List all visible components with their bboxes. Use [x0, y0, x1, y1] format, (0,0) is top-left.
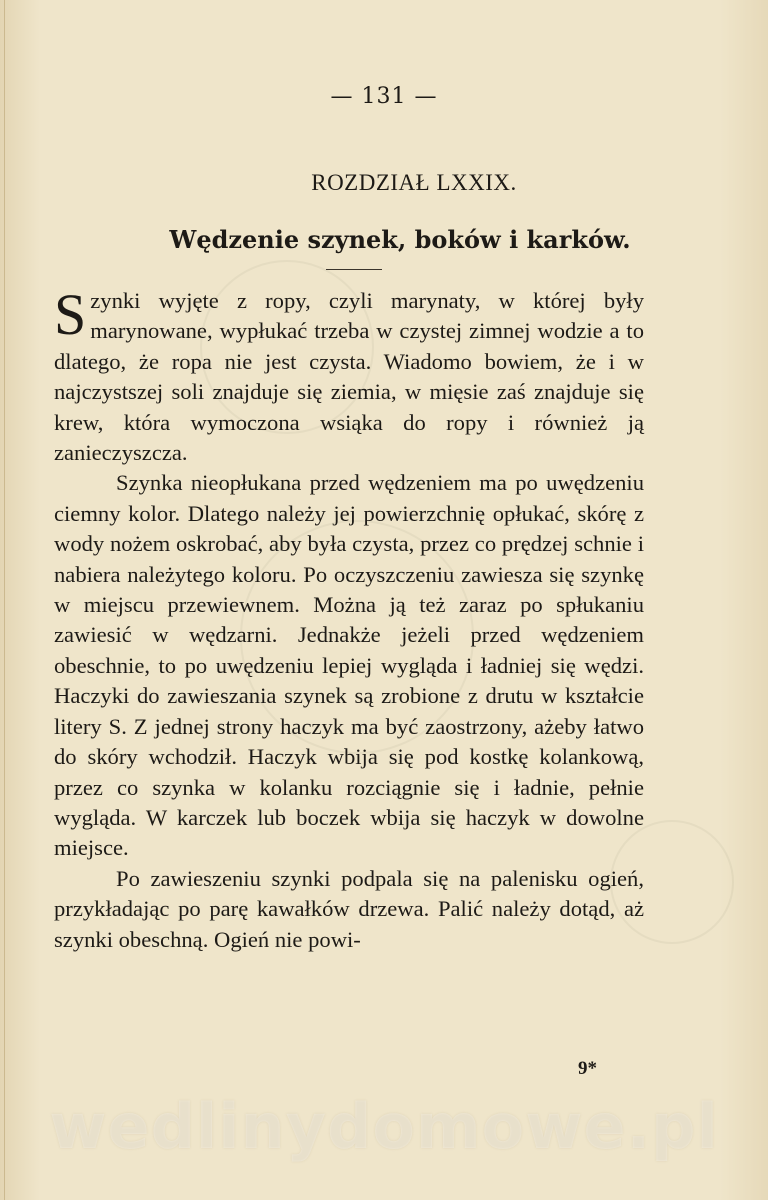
watermark: wedlinydomowe.pl	[49, 1090, 719, 1163]
body-text	[54, 282, 644, 955]
paragraph	[54, 282, 644, 468]
paragraph: Po zawieszeniu szynki podpala się na palenisku ogień, przykładając po parę kawałków drzewa. Palić należy dotąd, aż szynki obeschną. Ogień nie powi-	[54, 865, 644, 952]
chapter-heading: ROZDZIAŁ LXXIX.	[311, 170, 517, 195]
drop-cap: S	[54, 282, 87, 347]
paragraph-text: zynki wyjęte z ropy, czyli marynaty, w której były marynowane, wypłukać trzeba w czystej zimnej wodzie a to dlatego, że ropa nie jest czysta. Wiadomo bowiem, że i w najczystszej soli znajduje się ziemia, w mięsie zaś znajduje się krew, która wymoczona wsiąka do ropy i również ją zanieczyszcza.	[54, 288, 644, 466]
paragraph: Szynka nieopłukana przed wędzeniem ma po uwędzeniu ciemny kolor. Dlatego należy jej powierzchnię opłukać, skórę z wody nożem oskrobać, aby była czysta, przez co prędzej schnie i nabiera należytego koloru. Po oczyszczeniu zawiesza się szynkę w miejscu przewiewnem. Można ją też zaraz po spłukaniu zawiesić w wędzarni. Jednakże jeżeli przed wędzeniem obeschnie, to po uwędzeniu lepiej wygląda i ładniej się wędzi. Haczyki do zawieszania szynek są zrobione z drutu w kształcie litery S. Z jednej strony haczyk ma być zaostrzony, ażeby łatwo do skóry wchodził. Haczyk wbija się pod kostkę kolankową, przez co szynka w kolanku rozciągnie się i ładnie, pełnie wygląda. W karczek lub boczek wbija się haczyk w dowolne miejsce.	[54, 470, 644, 861]
page-number: — 131 —	[330, 84, 438, 109]
section-title: Wędzenie szynek, boków i karków.	[169, 225, 631, 254]
title-divider	[326, 269, 382, 270]
signature-mark: 9*	[578, 1058, 597, 1079]
